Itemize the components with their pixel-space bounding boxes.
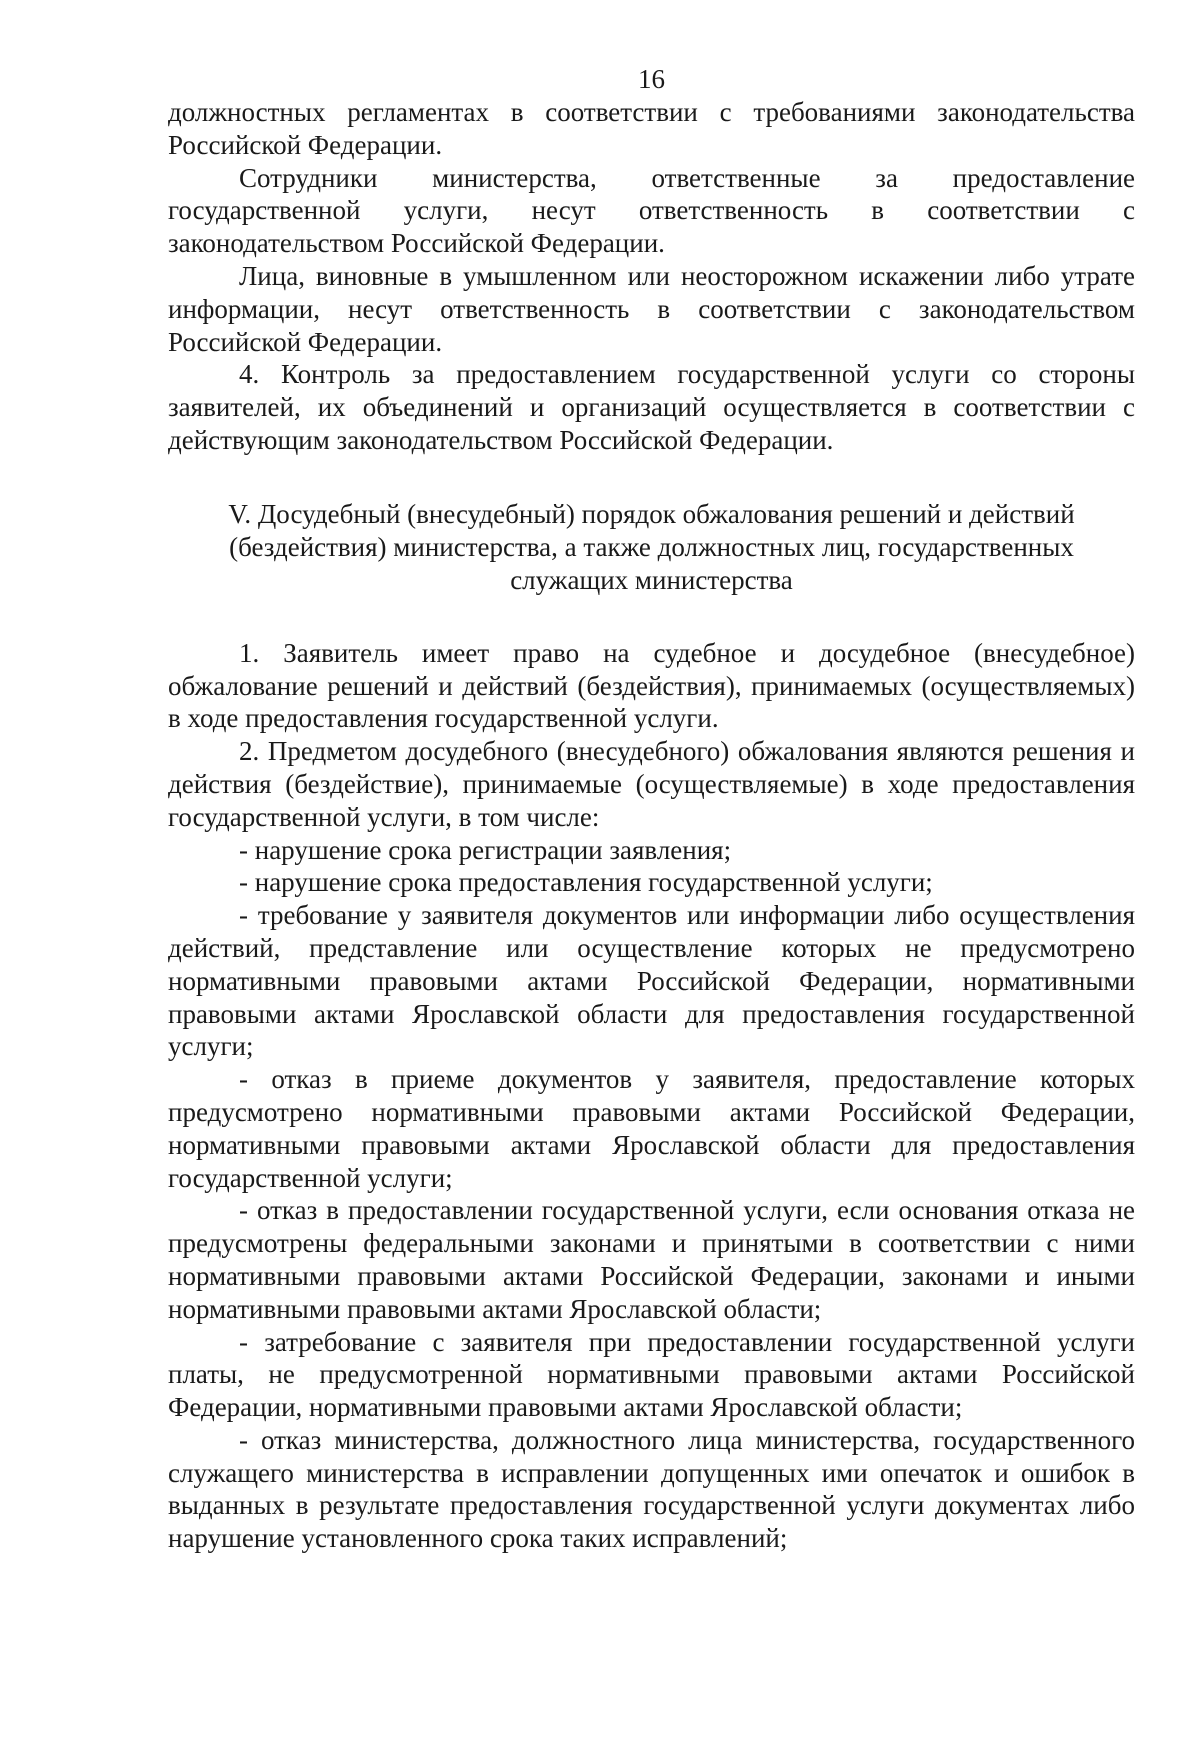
list-item: - отказ министерства, должностного лица министерства, государственного служащего министерства в исправлении допущенных ими опечаток и ошибок в выданных в результате предоставления государственной услуги документах либо нарушение установленного срока таких исправлений; xyxy=(168,1424,1135,1554)
document-page xyxy=(168,62,1135,1555)
section-heading-line: V. Досудебный (внесудебный) порядок обжалования решений и действий xyxy=(228,498,1075,529)
paragraph: должностных регламентах в соответствии с требованиями законодательства Российской Федерации. xyxy=(168,97,1135,160)
paragraph: 2. Предметом досудебного (внесудебного) обжалования являются решения и действия (бездействие), принимаемые (осуществляемые) в ходе предоставления государственной услуги, в том числе: xyxy=(168,736,1135,832)
list-item: - нарушение срока регистрации заявления; xyxy=(239,834,732,865)
paragraph: Сотрудники министерства, ответственные за предоставление государственной услуги, несут ответственность в соответствии с законодательством Российской Федерации. xyxy=(168,162,1135,259)
section-heading-line: служащих министерства xyxy=(510,564,793,595)
list-item: - отказ в приеме документов у заявителя, предоставление которых предусмотрено нормативными правовыми актами Российской Федерации, нормативными правовыми актами Ярославской области для предоставления государственной услуги; xyxy=(168,1064,1135,1193)
paragraphs-after xyxy=(168,637,1135,1555)
paragraph: Лица, виновные в умышленном или неосторожном искажении либо утрате информации, несут ответственность в соответствии с законодательством Российской Федерации. xyxy=(168,260,1135,357)
list-item: - нарушение срока предоставления государственной услуги; xyxy=(239,867,933,898)
page-number: 16 xyxy=(638,64,665,94)
section-heading-line: (бездействия) министерства, а также должностных лиц, государственных xyxy=(229,531,1074,562)
list-item: - требование у заявителя документов или информации либо осуществления действий, представление или осуществление которых не предусмотрено нормативными правовыми актами Российской Федерации, нормативными правовыми актами Ярославской области для предоставления государственной услуги; xyxy=(168,900,1135,1062)
section-heading xyxy=(168,498,1135,597)
list-item: - затребование с заявителя при предоставлении государственной услуги платы, не предусмотренной нормативными правовыми актами Российской Федерации, нормативными правовыми актами Ярославской области; xyxy=(168,1326,1135,1423)
list-item: - отказ в предоставлении государственной услуги, если основания отказа не предусмотрены федеральными законами и принятыми в соответствии с ними нормативными правовыми актами Российской Федерации, законами и иными нормативными правовыми актами Ярославской области; xyxy=(168,1195,1135,1324)
paragraph: 4. Контроль за предоставлением государственной услуги со стороны заявителей, их объединений и организаций осуществляется в соответствии с действующим законодательством Российской Федерации. xyxy=(168,359,1135,455)
paragraphs-before xyxy=(168,96,1135,457)
paragraph: 1. Заявитель имеет право на судебное и досудебное (внесудебное) обжалование решений и действий (бездействия), принимаемых (осуществляемых) в ходе предоставления государственной услуги. xyxy=(168,637,1135,734)
